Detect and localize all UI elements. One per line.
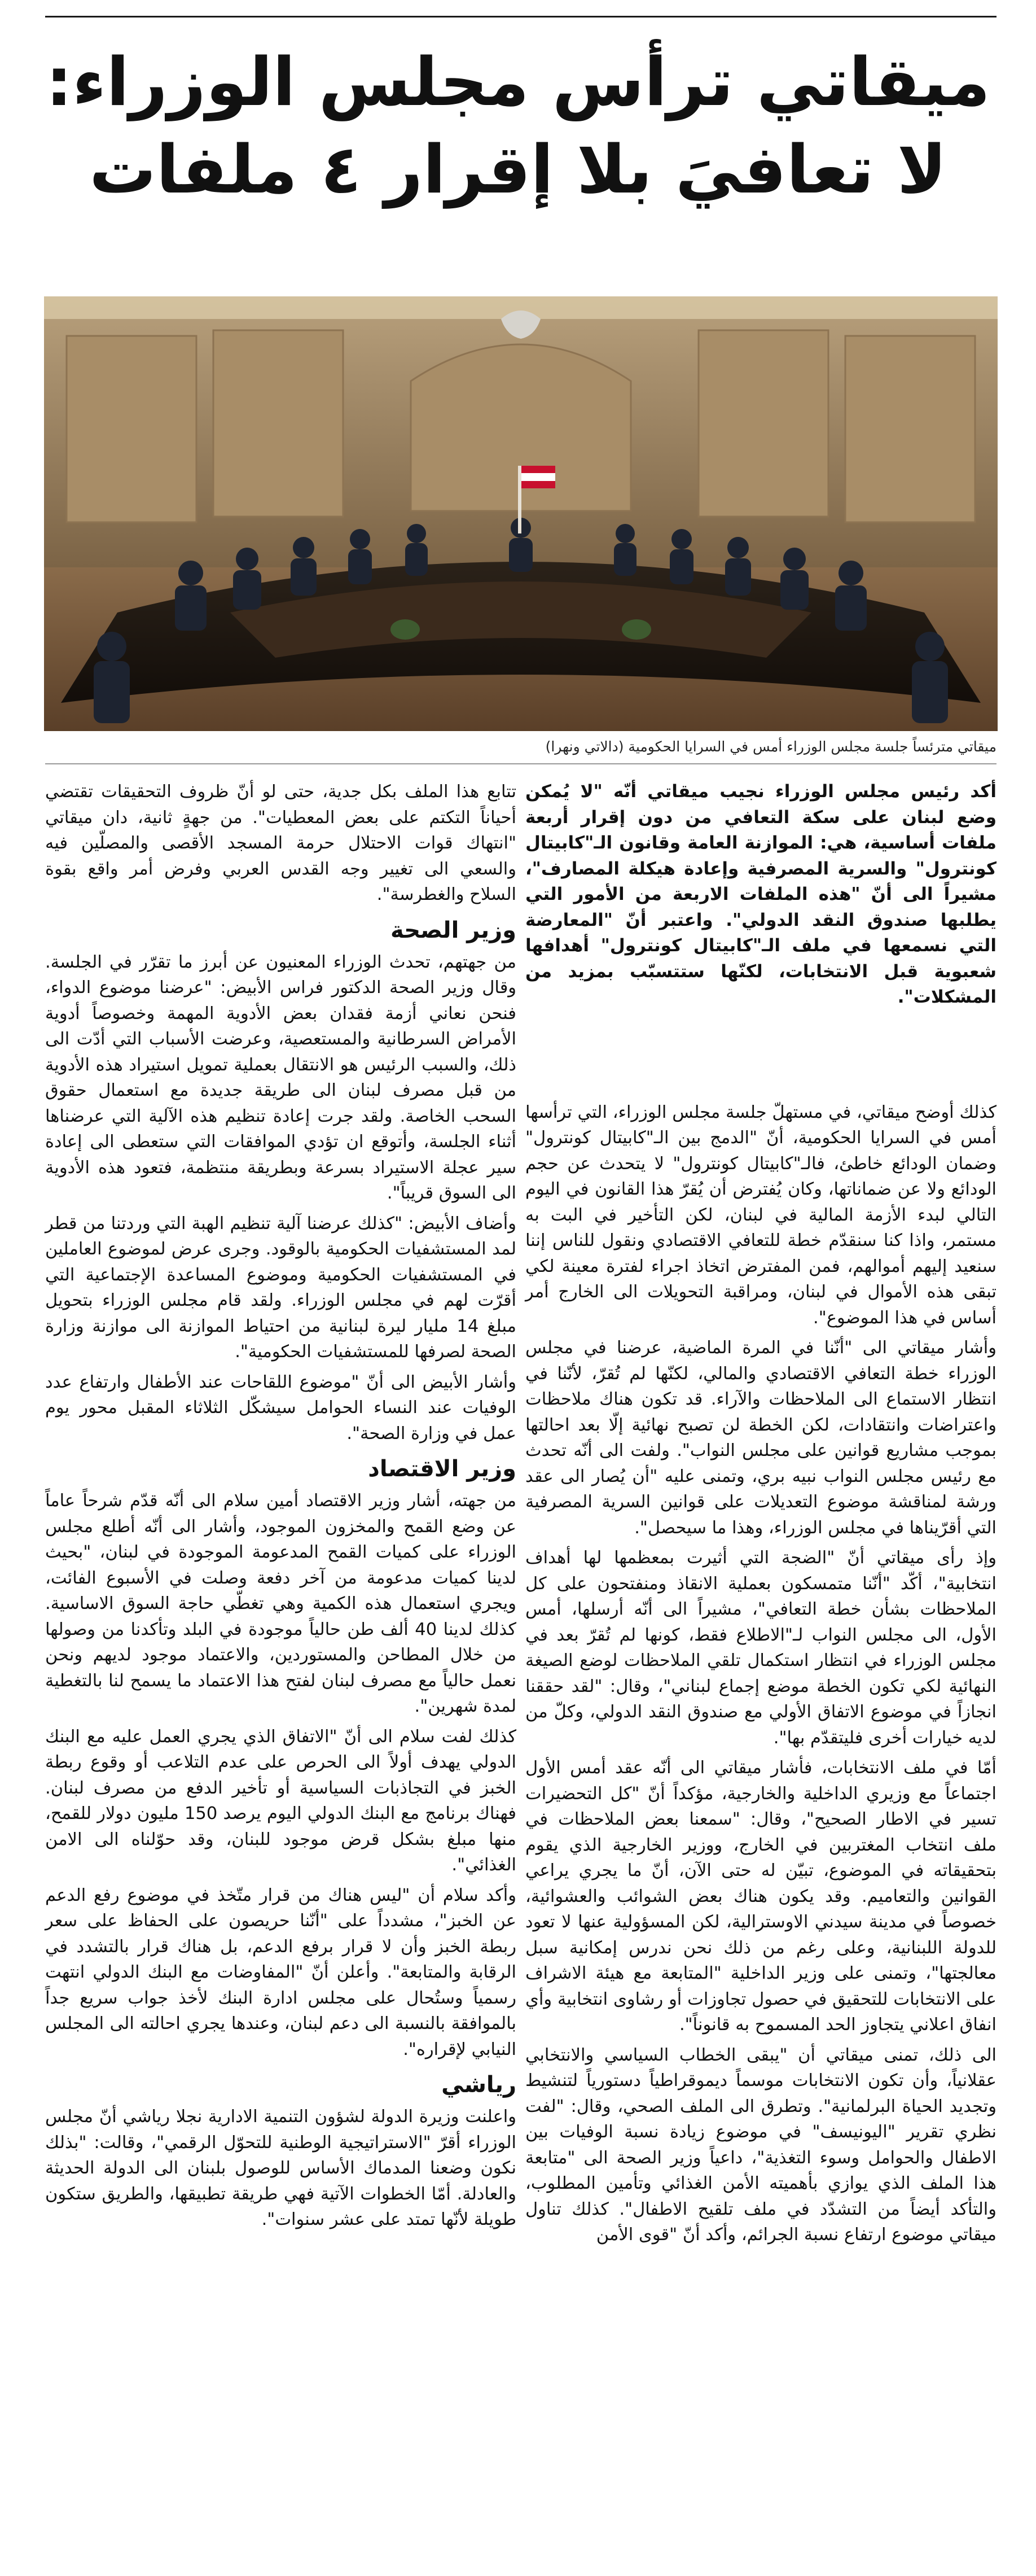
body-paragraph: من جهتهم، تحدث الوزراء المعنيون عن أبرز ما تقرّر في الجلسة. وقال وزير الصحة الدكتور فراس الأبيض: "عرضنا موضوع الدواء، فنحن نعاني أزمة فقدان بعض الأدوية المهمة وخصوصاً أدوية الأمراض السرطانية والمستعصية، وعرضت الأسباب التي أدّت الى ذلك، والسبب الرئيس هو الانتقال بعملية تمويل استيراد هذه الأدوية من قبل مصرف لبنان الى طريقة جديدة مع استعمال حقوق السحب الخاصة. ولقد جرت إعادة تنظيم هذه الآلية التي عرضناها أثناء الجلسة، وأتوقع ان تؤدي الموافقات التي ستعطى الى إعادة سير عجلة الاستيراد بسرعة وبطريقة منتظمة، فتعود هذه الأدوية الى السوق قريباً". [45, 952, 516, 1203]
body-paragraph: وأشار الأبيض الى أنّ "موضوع اللقاحات عند الأطفال وارتفاع عدد الوفيات عند النساء الحوامل سيشكّل الثلاثاء المقبل محور يوم عمل في وزارة الصحة". [45, 1372, 516, 1444]
left-column [45, 779, 516, 2237]
body-paragraph: وأضاف الأبيض: "كذلك عرضنا آلية تنظيم الهبة التي وردتنا من قطر لمد المستشفيات الحكومية بالوقود. وجرى عرض لموضوع العاملين في المستشفيات الحكومية وموضوع المساعدة الإجتماعية التي أقرّت لهم في مجلس الوزراء. ولقد قام مجلس الوزراء بتحويل مبلغ 14 مليار ليرة لبنانية من احتياط الموازنة الى موازنة وزارة الصحة لصرفها للمستشفيات الحكومية". [45, 1213, 516, 1362]
section-heading-economy: وزير الاقتصاد [368, 1456, 516, 1482]
headline-line-1: ميقاتي ترأس مجلس الوزراء: [45, 43, 990, 121]
body-paragraph: وأشار ميقاتي الى "أنّنا في المرة الماضية، عرضنا في مجلس الوزراء خطة التعافي الاقتصادي والمالي، لكنّها لم تُقرّ، لأنّنا في انتظار الاستماع الى الملاحظات والآراء. قد تكون هناك ملاحظات واعتراضات وانتقادات، لكن الخطة لن تصبح نهائية إلّا بعد احالتها بموجب مشاريع قوانين على مجلس النواب". ولفت الى أنّه تحدث مع رئيس مجلس النواب نبيه بري، وتمنى عليه "أن يُصار الى عقد ورشة لمناقشة موضوع التعديلات على قوانين السرية المصرفية التي أقرّيناها في مجلس الوزراء، وهذا ما سيحصل". [525, 1338, 997, 1538]
lead-text: أكد رئيس مجلس الوزراء نجيب ميقاتي أنّه "لا يُمكن وضع لبنان على سكة التعافي من دون إقرار أربعة ملفات أساسية، هي: الموازنة العامة وقانون الـ"كابيتال كونترول" والسرية المصرفية وإعادة هيكلة المصارف"، مشيراً الى أنّ "هذه الملفات الاربعة من الأمور التي يطلبها صندوق النقد الدولي". واعتبر أنّ "المعارضة التي نسمعها في ملف الـ"كابيتال كونترول" أهدافها شعبوية قبل الانتخابات، لكنّها ستتسبّب بمزيد من المشكلات". [525, 781, 997, 1007]
body-paragraph: من جهته، أشار وزير الاقتصاد أمين سلام الى أنّه قدّم شرحاً عاماً عن وضع القمح والمخزون الموجود، وأشار الى أنّه أطلع مجلس الوزراء على كميات القمح المدعومة الموجودة في لبنان، "بحيث لدينا كميات مدعومة من آخر دفعة وصلت في الأسبوع الفائت، ويجري استعمال هذه الكمية وهي تغطّي حاجة السوق الاساسية. كذلك لدينا 40 ألف طن حالياً موجودة في البلد وتأكدنا من وصولها من خلال المطاحن والمستوردين، والاعتماد موجود لديهم ونحن نعمل حالياً مع مصرف لبنان لفتح هذا الاعتماد ما يسمح لنا بالتغطية لمدة شهرين". [45, 1491, 516, 1716]
caption-rule [45, 763, 997, 764]
headline-line-2: لا تعافيَ بلا إقرار ٤ ملفات [89, 130, 947, 208]
body-paragraph: وإذ رأى ميقاتي أنّ "الضجة التي أثيرت بمعظمها لها أهداف انتخابية"، أكّد "أنّنا متمسكون بعملية الانقاذ ومنفتحون على كل الملاحظات بشأن خطة التعافي"، مشيراً الى أنّه أرسلها، أمس الأول، الى مجلس النواب لـ"الاطلاع فقط، كونها لم تُقرّ بعد في مجلس الوزراء في انتظار استكمال تلقي الملاحظات لوضع الصيغة النهائية لكي تكون الخطة موضع إجماع لبناني"، وقال: "لقد حققنا انجازاً في موضوع الاتفاق الأولي مع صندوق النقد الدولي، وكلّ من لديه خيارات أخرى فليتقدّم بها". [525, 1548, 997, 1748]
section-heading-health: وزير الصحة [390, 917, 516, 943]
right-column [525, 779, 997, 2253]
article-photo [44, 296, 998, 731]
body-paragraph: الى ذلك، تمنى ميقاتي أن "يبقى الخطاب السياسي والانتخابي عقلانياً، وأن تكون الانتخابات موسماً ديموقراطياً دستورياً لتنشيط وتجديد الحياة البرلمانية". وتطرق الى الملف الصحي، وقال: "لفت نظري تقرير "اليونيسف" في موضوع زيادة نسبة الوفيات بين الاطفال والحوامل وسوء التغذية"، داعياً وزير الصحة الى "متابعة هذا الملف الذي يوازي بأهميته الأمن الغذائي وتأمين المطلوب، والتأكد أيضاً من التشدّد في ملف تلقيح الاطفال". كذلك تناول ميقاتي موضوع ارتفاع نسبة الجرائم، وأكد أنّ "قوى الأمن [525, 2045, 997, 2245]
lead-paragraph [525, 779, 997, 1011]
section-heading-riachi: رياشي [441, 2072, 516, 2098]
body-paragraph: وأكد سلام أن "ليس هناك من قرار متّخذ في موضوع رفع الدعم عن الخبز"، مشدداً على "أنّنا حريصون على الحفاظ على سعر ربطة الخبز وأن لا قرار برفع الدعم، بل هناك قرار بالتشدد في الرقابة والمتابعة". وأعلن أنّ "المفاوضات مع البنك الدولي انتهت رسمياً وستُحال على مجلس ادارة البنك لأخذ جواب سريع جداً بالموافقة بالنسبة الى دعم لبنان، وعندها يجري احالته الى المجلس النيابي لإقراره". [45, 1885, 516, 2059]
body-paragraph: واعلنت وزيرة الدولة لشؤون التنمية الادارية نجلا رياشي أنّ مجلس الوزراء أقرّ "الاستراتيجية الوطنية للتحوّل الرقمي"، وقالت: "بذلك نكون وضعنا المدماك الأساس للوصول بلبنان الى الدولة الحديثة والعادلة. أمّا الخطوات الآتية فهي طريقة تطبيقها، والطريق ستكون طويلة لأنّها تمتد على عشر سنوات". [45, 2107, 516, 2229]
body-paragraph: أمّا في ملف الانتخابات، فأشار ميقاتي الى أنّه عقد أمس الأول اجتماعاً مع وزيري الداخلية والخارجية، مؤكداً أنّ "كل التحضيرات تسير في الاطار الصحيح"، وقال: "سمعنا بعض الملاحظات في ملف انتخاب المغتربين في الخارج، ووزير الخارجية الذي يقوم بتحقيقاته في الموضوع، تبيّن له حتى الآن، أنّ ما يجري يراعي القوانين والتعاميم. وقد يكون هناك بعض الشوائب والعشوائية، خصوصاً في مدينة سيدني الاوسترالية، لكن المسؤولية عنها لا تعود للدولة اللبنانية، وعلى رغم من ذلك نحن ندرس إمكانية سبل معالجتها"، وتمنى على وزير الداخلية "المتابعة مع هيئة الاشراف على الانتخابات للتحقيق في حصول تجاوزات أو رشاوى انتخابية وأي انفاق اعلاني يتجاوز الحد المسموح به قانوناً". [525, 1758, 997, 2035]
body-paragraph: كذلك لفت سلام الى أنّ "الاتفاق الذي يجري العمل عليه مع البنك الدولي يهدف أولاً الى الحرص على عدم التلاعب أو وقوع ربطة الخبز في التجاذبات السياسية أو تأخير الدفع من مصرف لبنان. فهناك برنامج مع البنك الدولي اليوم يرصد 150 مليون دولار للقمح، منها مبلغ بشكل قرض موجود للبنان، وقد حوّلناه الى الامن الغذائي". [45, 1726, 516, 1875]
body-paragraph: تتابع هذا الملف بكل جدية، حتى لو أنّ ظروف التحقيقات تقتضي أحياناً التكتم على بعض المعطيات". من جهةٍ ثانية، دان ميقاتي "انتهاك قوات الاحتلال حرمة المسجد الأقصى والمصلّين فيه والسعي الى تغيير وجه القدس العربي وفرض أمر واقع بقوة السلاح والغطرسة". [45, 782, 516, 904]
photo-caption: ميقاتي مترئساً جلسة مجلس الوزراء أمس في السرايا الحكومية (دالاتي ونهرا) [545, 738, 997, 755]
top-rule [45, 16, 997, 18]
body-paragraph: كذلك أوضح ميقاتي، في مستهلّ جلسة مجلس الوزراء، التي ترأسها أمس في السرايا الحكومية، أنّ "الدمج بين الـ"كابيتال كونترول" وضمان الودائع خاطئ، فالـ"كابيتال كونترول" لا يتحدث عن حجم الودائع ولا عن ضماناتها، وكان يُفترض أن يُقرّ هذا القانون في اليوم التالي لبدء الأزمة المالية في لبنان، لكن التأخير في البت به مستمر، واذا كنا سنقدّم خطة للتعافي الاقتصادي ونقول للناس إننا سنعيد إليهم أموالهم، فمن المفترض اتخاذ اجراء لفترة معينة لكي تبقى هذه الأموال في لبنان، ومراقبة التحويلات الى الخارج أمر أساس في هذا الموضوع". [525, 1102, 997, 1328]
